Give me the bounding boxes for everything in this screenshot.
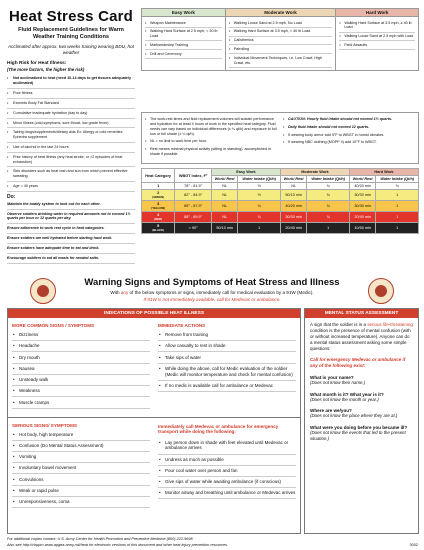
work-type-table — [141, 8, 419, 71]
list-item: • Walking Hard Surface at 2.5 mph, < 30 lb Load — [145, 28, 222, 42]
category-cell: 2 (GREEN) — [142, 190, 175, 201]
table-row — [142, 183, 419, 190]
work-rest-header: Work/ Rest — [211, 176, 237, 183]
table-cell: 1 — [376, 201, 419, 212]
risk-item: • Cumulative inadequate hydration (day to day) — [7, 109, 135, 119]
table-cell: 30/30 min — [349, 190, 375, 201]
list-item: • Undress as much as possible — [158, 455, 296, 466]
common-section — [8, 318, 300, 417]
wbgt-cell: 85° - 87.9° — [175, 201, 212, 212]
question-item: What were you doing before you became ill? (Does not know the events that led to the present situation.) — [310, 425, 408, 441]
work-rest-header: Work/ Rest — [280, 176, 306, 183]
indications-box — [7, 308, 301, 534]
list-item: • Vomiting — [12, 452, 150, 463]
warning-subtitle-2: If 91W is not immediately available, call for Medevac or ambulance. — [143, 297, 281, 302]
list-item: • Individual Movement Techniques, i.e. Low Crawl, High Crawl, etc. — [229, 54, 333, 68]
risk-item: • Age > 40 years — [7, 182, 135, 192]
risk-item: • Poor fitness — [7, 89, 135, 99]
list-item: • Field Assaults — [339, 41, 415, 50]
note-item: • NL = no limit to work time per hour. — [145, 138, 277, 146]
risk-item: • Skin disorders such as heat rash and sun burn which prevent effective sweating — [7, 167, 135, 182]
list-item: • Marksmanship Training — [145, 41, 222, 50]
table-cell: ¾ — [307, 212, 350, 223]
warning-title: Warning Signs and Symptoms of Heat Stress and Illness — [84, 277, 340, 288]
list-item: • Nausea — [12, 364, 150, 375]
list-item: • Take sips of water — [158, 352, 296, 363]
warning-subtitle: With any of the below symptoms or signs, immediately call for medical evaluation by a 91W (Medic). — [110, 290, 314, 295]
list-item: • Walking Loose Sand at 2.5 mph, No Load — [229, 19, 333, 28]
wbgt-cell: 78° - 81.9° — [175, 183, 212, 190]
mental-status-intro: A sign that the soldier is in a serious life-threatening condition is the presence of mental confusion (with or without increased temperature). Anyone can do a mental status assessment asking some simple questions: — [310, 322, 413, 352]
note-item: • If wearing body armor add 5°F to WBGT in humid climates. — [283, 131, 415, 139]
list-item: • If no medic is available call for ambulance or Medevac — [158, 381, 296, 392]
wbgt-header: WBGT Index, F° — [175, 169, 212, 183]
list-item: • Unresponsiveness, coma — [12, 497, 150, 508]
list-item: • Walking Hard Surface at 3.5 mph, < 40 lb Load — [229, 28, 333, 37]
list-item: • Drill and Ceremony — [145, 50, 222, 59]
heat-category-table — [141, 168, 419, 234]
list-item: • Lay person down in shade with feet elevated until Medevac or ambulance arrives — [158, 437, 296, 454]
common-column — [8, 318, 154, 417]
list-item: • Involuntary bowel movement — [12, 463, 150, 474]
risk-item: • Use of alcohol in the last 24 hours — [7, 143, 135, 153]
heat-category-header: Heat Category — [142, 169, 175, 183]
mental-status-call: Call for emergency Medevac or ambulance if any of the following exist: — [310, 357, 406, 369]
table-cell: ¾ — [238, 201, 281, 212]
list-item: • Muscle cramps — [12, 397, 150, 408]
mental-status-box — [304, 308, 419, 534]
footer-code: 3002 — [409, 543, 418, 547]
wbgt-cell: > 90° — [175, 223, 212, 234]
do-item: Ensure adherence to work rest cycle in heat categories. — [7, 224, 135, 234]
card-subtitle: Fluid Replacement Guidelines for Warm Weather Training Conditions — [18, 27, 124, 40]
note-item: • The work-rest times and fluid replacement volumes will sustain performance and hydration for at least 4 hours of work in the specified heat category. Fluid needs can vary based on individual differences (± ¼ qt/h) and exposure to full sun or full shade (± ¼ qt/h). — [145, 116, 277, 138]
table-cell: 20/40 min — [280, 223, 306, 234]
wbgt-cell: 82° - 84.9° — [175, 190, 212, 201]
table-cell: NL — [211, 201, 237, 212]
risk-item: • Minor illness (cold symptoms, sore throat, low grade fever) — [7, 119, 135, 129]
category-cell: 3 (YELLOW) — [142, 201, 175, 212]
easy-work-header: Easy Work — [142, 9, 226, 17]
serious-column — [8, 418, 154, 512]
category-cell: 1 — [142, 183, 175, 190]
table-cell: 20/40 min — [349, 212, 375, 223]
table-cell: NL — [280, 183, 306, 190]
table-cell: 1 — [376, 190, 419, 201]
list-item: • While doing the above, call for Medic evaluation of the soldier (Medic will monitor temperature and check for mental confusion) — [158, 364, 296, 381]
indications-header: INDICATIONS OF POSSIBLE HEAT ILLNESS — [8, 309, 300, 318]
question-item: What is your name? (Does not know their name.) — [310, 375, 366, 385]
risk-item: • Taking drugs/supplements/dietary aids Ex: Allergy or cold remedies Ephedra supplement — [7, 128, 135, 143]
risk-item: • Prior history of heat illness (any heat stroke, or >2 episodes of heat exhaustion) — [7, 153, 135, 168]
risk-heading: High Risk for Heat Illness: — [7, 61, 67, 67]
table-row — [142, 190, 419, 201]
table-cell: 1 — [238, 223, 281, 234]
table-cell: ¾ — [307, 183, 350, 190]
table-row — [142, 223, 419, 234]
list-item: • Confusion (Do Mental Status Assessment) — [12, 441, 150, 452]
table-cell: ¾ — [376, 183, 419, 190]
note-item: • Rest means minimal physical activity (sitting or standing), accomplished in shade if possible. — [145, 146, 277, 158]
table-cell: ¾ — [307, 201, 350, 212]
list-item: • Walking Hard Surface at 3.5 mph, ≥ 40 lb Load — [339, 19, 415, 33]
notes-right — [280, 113, 418, 163]
do-item: Ensure soldiers have adequate time to eat and drink. — [7, 244, 135, 254]
category-cell: 4 (RED) — [142, 212, 175, 223]
table-cell: NL — [211, 190, 237, 201]
water-intake-header: Water Intake (Qt/h) — [307, 176, 350, 183]
risk-item: • Not acclimatized to heat (need 10-14 days to get tissues adequately acclimated) — [7, 74, 135, 89]
notes-left — [142, 113, 280, 163]
do-item: Encourage soldiers to eat all meals for needed salts. — [7, 254, 135, 264]
mental-status-body — [305, 318, 418, 446]
urgent-heading: Immediately call Medevac or ambulance for emergency transport while doing the following: — [158, 423, 279, 435]
table-cell: 40/20 min — [280, 201, 306, 212]
actions-heading: IMMEDIATE ACTIONS — [158, 323, 206, 328]
do-item: Observe soldiers drinking water in required amounts not to exceed 1½ quarts per hour or 12 quarts per day. — [7, 210, 135, 225]
question-item: What month is it? What year is it? (Does not know the month or year.) — [310, 391, 384, 402]
table-cell: NL — [211, 183, 237, 190]
table-cell: ½ — [238, 183, 281, 190]
table-cell: 10/50 min — [349, 223, 375, 234]
hard-group-header: Hard Work — [349, 169, 418, 176]
list-item: • Convulsions — [12, 474, 150, 485]
list-item: • Weak or rapid pulse — [12, 486, 150, 497]
question-item: Where are we/you? (Does not know the place where they are at.) — [310, 408, 398, 419]
left-column — [7, 8, 135, 264]
table-cell: 1 — [307, 223, 350, 234]
category-cell: 5 (BLACK) — [142, 223, 175, 234]
table-cell: ¾ — [238, 212, 281, 223]
notes-box — [141, 112, 419, 164]
list-item: • Patrolling — [229, 45, 333, 54]
list-item: • Walking Loose Sand at 2.5 mph with Load — [339, 33, 415, 42]
water-intake-header: Water Intake (Qt/h) — [238, 176, 281, 183]
actions-column — [154, 318, 300, 417]
list-item: • Calisthenics — [229, 37, 333, 46]
list-item: • Dry mouth — [12, 352, 150, 363]
common-heading: MORE COMMON SIGNS / SYMPTOMS — [12, 323, 95, 328]
table-row — [142, 212, 419, 223]
do-heading: Do: — [7, 193, 16, 200]
footer-contact: For additional copies contact: U.S. Army Center for Health Promotion and Preventive Medicine (800) 222-9698 — [7, 537, 193, 541]
list-item: • Allow casualty to rest in shade — [158, 341, 296, 352]
table-cell: ½ — [238, 190, 281, 201]
easy-work-list — [142, 17, 226, 71]
moderate-work-list — [225, 17, 336, 71]
table-cell: 30/30 min — [349, 201, 375, 212]
table-cell: 1 — [376, 212, 419, 223]
water-intake-header: Water Intake (Qt/h) — [376, 176, 419, 183]
mental-status-header: MENTAL STATUS ASSESSMENT — [305, 309, 418, 318]
list-item: • Dizziness — [12, 330, 150, 341]
table-cell: 40/20 min — [349, 183, 375, 190]
list-item: • Weakness — [12, 386, 150, 397]
table-cell: 50/10 min — [211, 223, 237, 234]
do-list — [7, 200, 135, 264]
hard-work-header: Hard Work — [336, 9, 419, 17]
table-cell: ¾ — [307, 190, 350, 201]
hard-work-list — [336, 17, 419, 71]
list-item: • Weapon Maintenance — [145, 19, 222, 28]
list-item: • Headache — [12, 341, 150, 352]
risk-item: • Exceeds Body Fat Standard — [7, 99, 135, 109]
serious-heading: SERIOUS SIGNS/ SYMPTOMS — [12, 422, 78, 428]
serious-section — [8, 418, 300, 512]
card-title: Heat Stress Card — [8, 8, 134, 25]
acclimatization-note: Acclimated after approx. two weeks training wearing BDU, hot weather — [8, 43, 134, 55]
table-cell: 30/30 min — [280, 212, 306, 223]
urgent-column — [154, 418, 300, 512]
note-item: • If wearing NBC clothing (MOPP 4) add 10°F to WBGT. — [283, 139, 415, 147]
note-item: • CAUTION: Hourly fluid intake should not exceed 1½ quarts. — [283, 116, 415, 124]
do-item: Maintain the buddy system to look out for each other. — [7, 200, 135, 210]
table-cell: 1 — [376, 223, 419, 234]
list-item: • Give sips of water while awaiting ambulance (if conscious) — [158, 477, 296, 488]
moderate-work-header: Moderate Work — [225, 9, 336, 17]
easy-group-header: Easy Work — [211, 169, 280, 176]
list-item: • Remove from training — [158, 330, 296, 341]
risk-subheading: (The more factors, the higher the risk) — [7, 67, 85, 73]
footer-link[interactable]: Also see http://chppm-www.apgea.army.mil/heat for electronic versions of this document and other heat injury prevention resources. — [7, 543, 229, 547]
list-item: • Monitor airway and breathing until ambulance or Medevac arrives — [158, 488, 296, 499]
note-item: • Daily fluid intake should not exceed 12 quarts. — [283, 124, 415, 132]
work-rest-header: Work/ Rest — [349, 176, 375, 183]
list-item: • Unsteady walk — [12, 375, 150, 386]
list-item: • Pour cool water over person and fan — [158, 466, 296, 477]
do-item: Ensure soldiers are well hydrated before starting hard work. — [7, 234, 135, 244]
table-cell: NL — [211, 212, 237, 223]
table-row — [142, 201, 419, 212]
list-item: • Hot body, high temperature — [12, 430, 150, 441]
table-cell: 50/10 min — [280, 190, 306, 201]
wbgt-cell: 88° - 89.9° — [175, 212, 212, 223]
moderate-group-header: Moderate Work — [280, 169, 349, 176]
risk-list — [7, 74, 135, 191]
